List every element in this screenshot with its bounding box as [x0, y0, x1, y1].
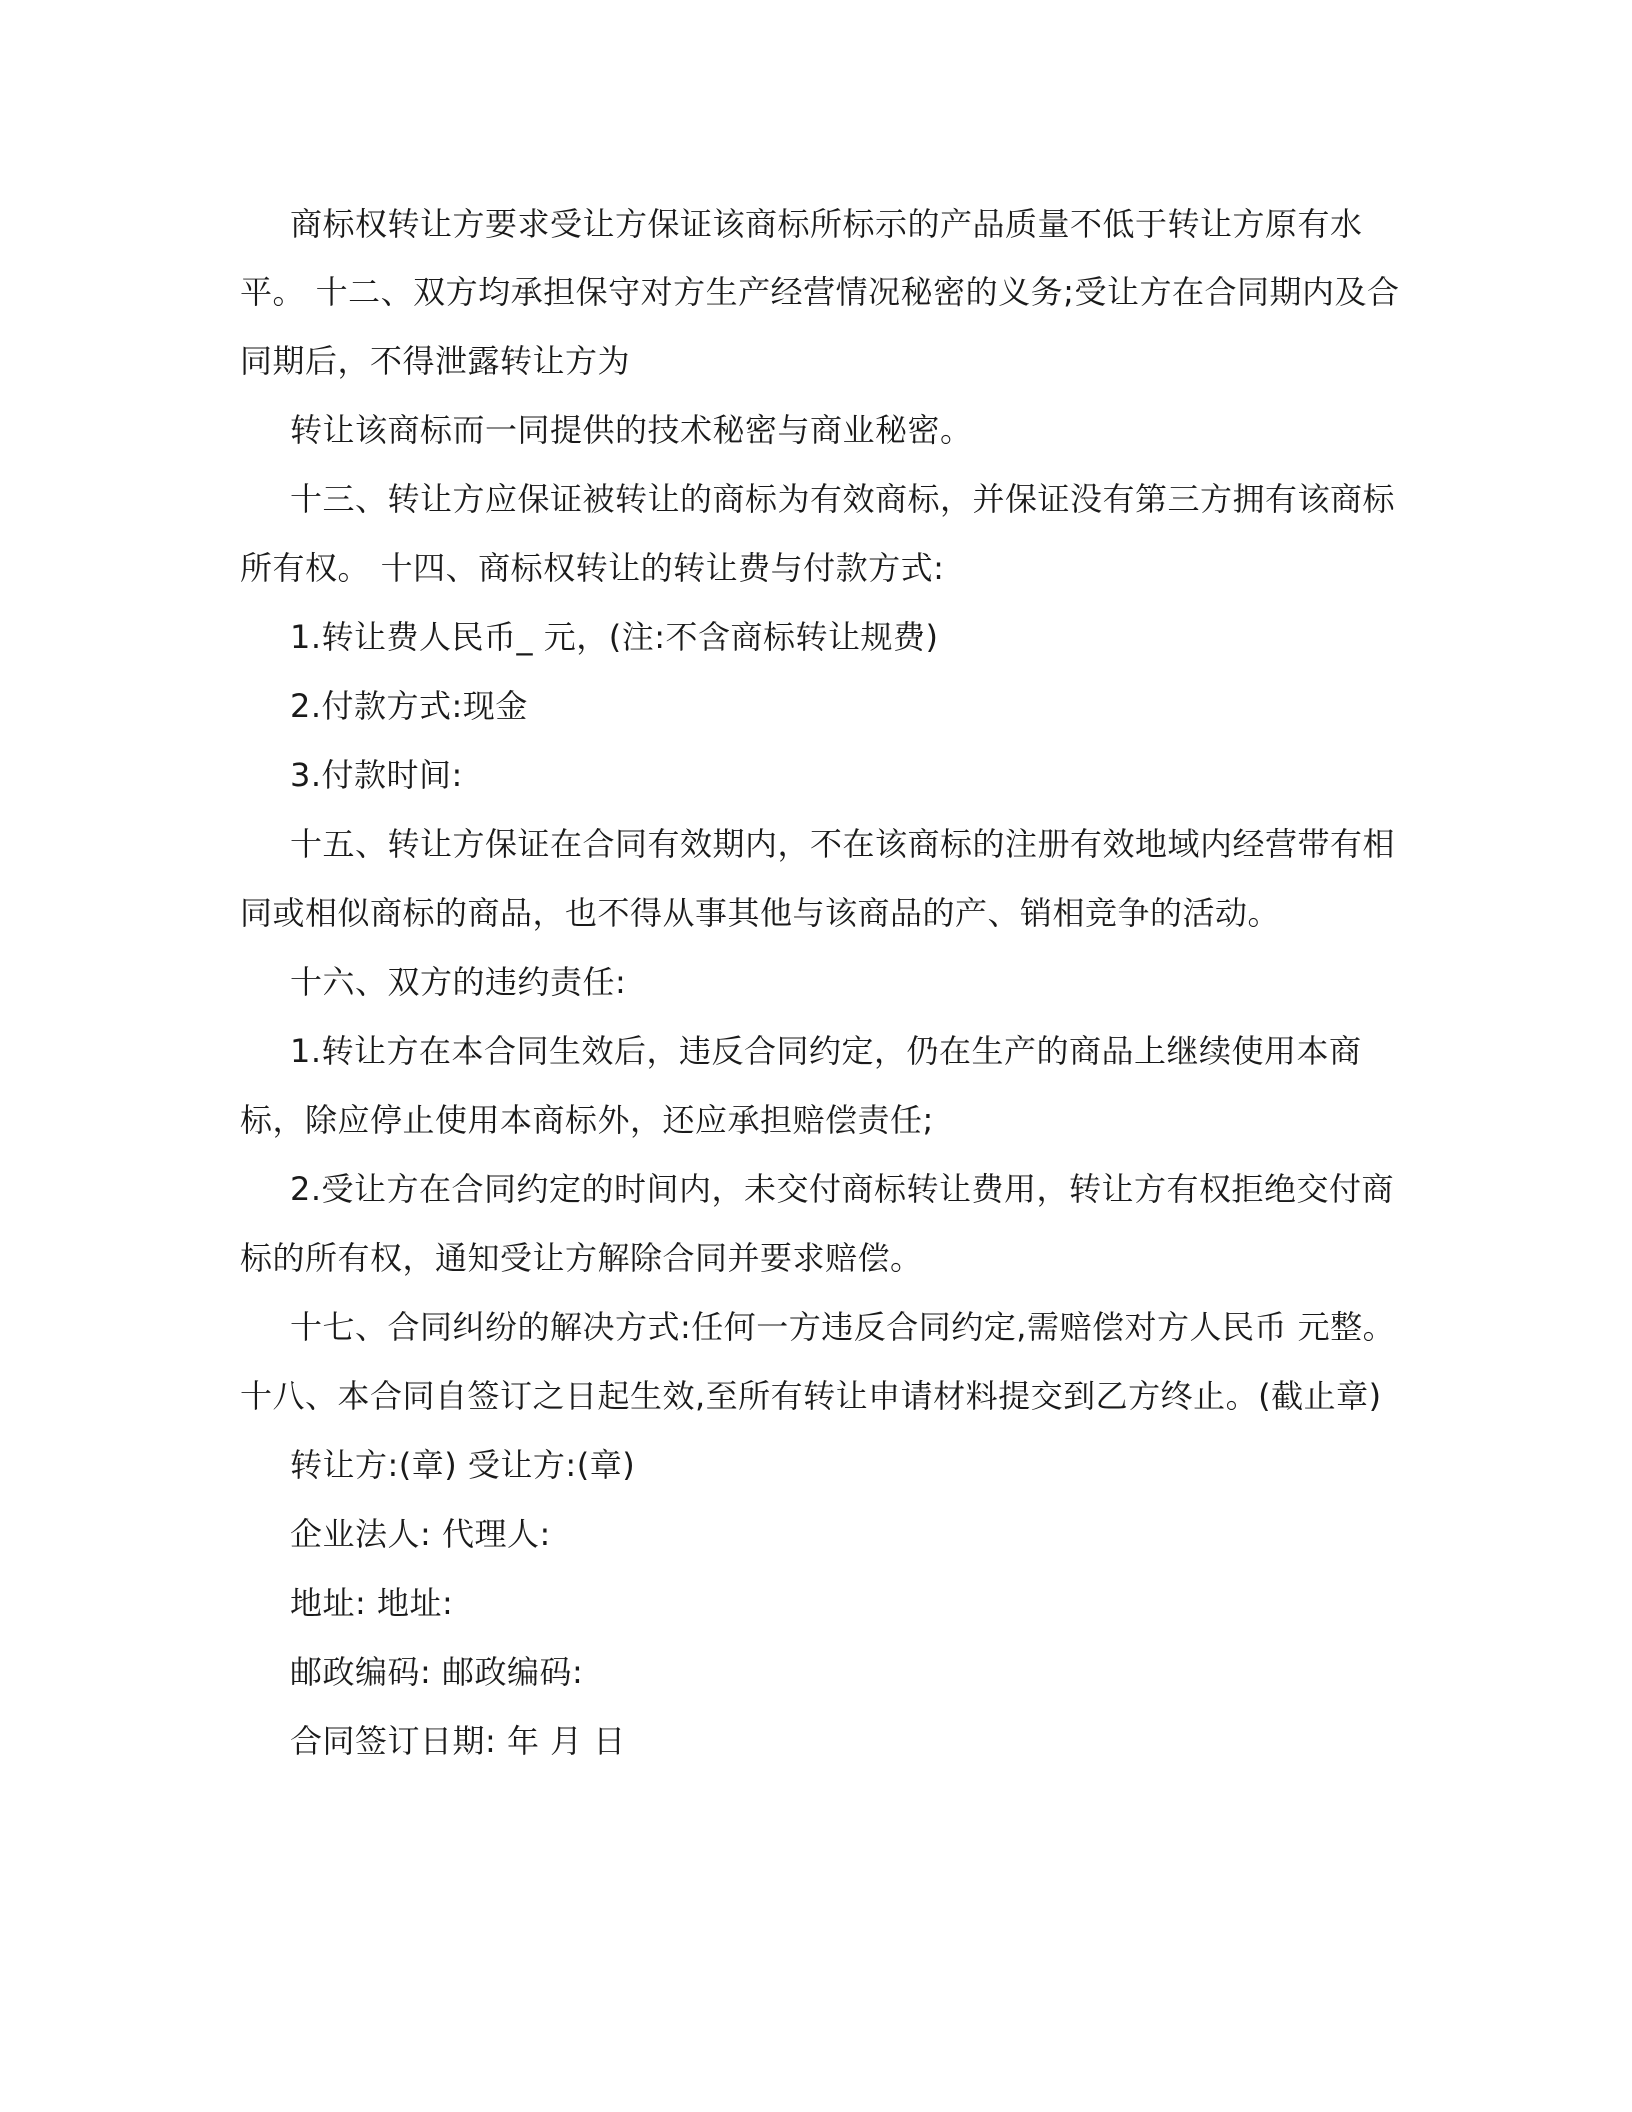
text-line: 1.转让方在本合同生效后，违反合同约定，仍在生产的商品上继续使用本商	[290, 1032, 1362, 1070]
text-line: 标的所有权，通知受让方解除合同并要求赔偿。	[240, 1239, 923, 1277]
text-line: 转让该商标而一同提供的技术秘密与商业秘密。	[290, 411, 973, 449]
text-line: 十三、转让方应保证被转让的商标为有效商标，并保证没有第三方拥有该商标	[290, 480, 1396, 518]
text-line: 十八、本合同自签订之日起生效,至所有转让申请材料提交到乙方终止。(截止章)	[240, 1377, 1382, 1415]
text-line: 同期后，不得泄露转让方为	[240, 342, 631, 380]
text-line: 地址: 地址:	[290, 1584, 454, 1622]
text-line: 十五、转让方保证在合同有效期内，不在该商标的注册有效地域内经营带有相	[290, 825, 1396, 863]
text-line: 1.转让费人民币_ 元，(注:不含商标转让规费)	[290, 618, 939, 656]
text-line: 十六、双方的违约责任:	[290, 963, 627, 1001]
text-line: 平。 十二、双方均承担保守对方生产经营情况秘密的义务;受让方在合同期内及合	[240, 273, 1400, 311]
text-line: 标，除应停止使用本商标外，还应承担赔偿责任;	[240, 1101, 934, 1139]
text-line: 3.付款时间:	[290, 756, 463, 794]
text-line: 同或相似商标的商品，也不得从事其他与该商品的产、销相竞争的活动。	[240, 894, 1281, 932]
text-line: 转让方:(章) 受让方:(章)	[290, 1446, 636, 1484]
text-line: 十七、合同纠纷的解决方式:任何一方违反合同约定,需赔偿对方人民币 元整。	[290, 1308, 1396, 1346]
text-line: 合同签订日期: 年 月 日	[290, 1722, 626, 1760]
text-line: 邮政编码: 邮政编码:	[290, 1653, 584, 1691]
text-line: 2.受让方在合同约定的时间内，未交付商标转让费用，转让方有权拒绝交付商	[290, 1170, 1395, 1208]
text-line: 所有权。 十四、商标权转让的转让费与付款方式:	[240, 549, 945, 587]
text-line: 商标权转让方要求受让方保证该商标所标示的产品质量不低于转让方原有水	[290, 205, 1363, 243]
text-line: 2.付款方式:现金	[290, 687, 528, 725]
text-line: 企业法人: 代理人:	[290, 1515, 551, 1553]
